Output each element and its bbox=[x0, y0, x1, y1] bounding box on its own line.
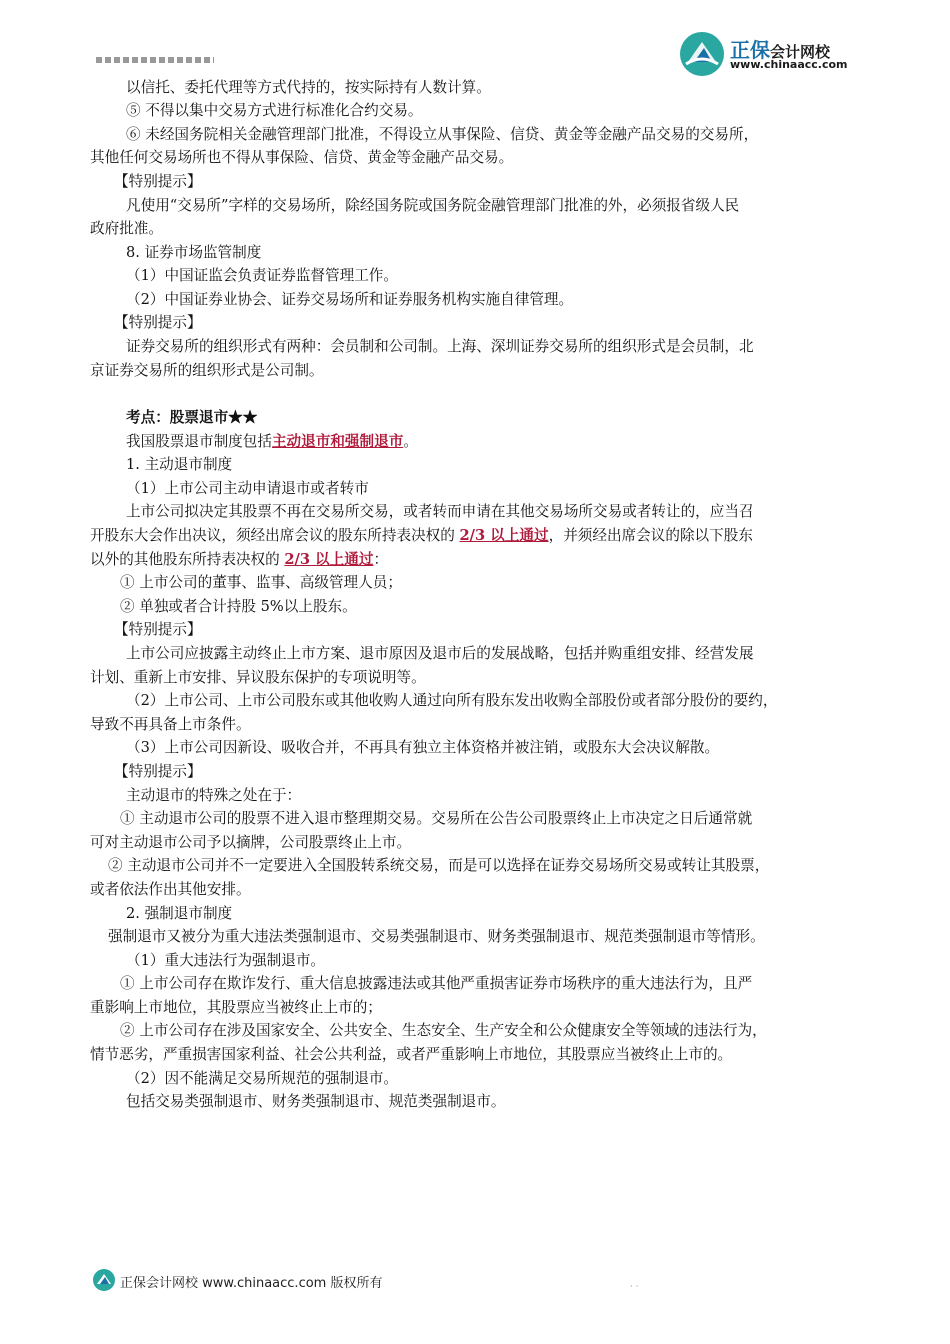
logo-name-sub: 会计网校 bbox=[770, 43, 831, 61]
list-item: （3）上市公司因新设、吸收合并，不再具有独立主体资格并被注销，或股东大会决议解散。 bbox=[126, 739, 720, 756]
special-note-label: 【特别提示】 bbox=[114, 763, 202, 780]
paragraph-line: 政府批准。 bbox=[90, 220, 163, 237]
list-item: （1）上市公司主动申请退市或者转市 bbox=[126, 480, 369, 497]
paragraph-line: 其他任何交易场所也不得从事保险、信贷、黄金等金融产品交易。 bbox=[90, 149, 514, 166]
paragraph-line bbox=[90, 548, 388, 571]
page-marks: · · bbox=[630, 1282, 639, 1292]
text-span: 开股东大会作出决议，须经出席会议的股东所持表决权的 bbox=[90, 527, 460, 544]
paragraph-line: 导致不再具备上市条件。 bbox=[90, 716, 251, 733]
paragraph-line: 可对主动退市公司予以摘牌，公司股票终止上市。 bbox=[90, 834, 412, 851]
list-item: （2）因不能满足交易所规范的强制退市。 bbox=[126, 1070, 398, 1087]
topic-heading: 考点：股票退市★★ bbox=[126, 409, 258, 426]
list-item: ① 上市公司的董事、监事、高级管理人员； bbox=[120, 574, 402, 591]
text-span: 。 bbox=[403, 433, 418, 450]
footer-copyright: 正保会计网校 www.chinaacc.com 版权所有 bbox=[120, 1276, 383, 1291]
list-item: （1）中国证监会负责证券监督管理工作。 bbox=[126, 267, 398, 284]
list-item: （1）重大违法行为强制退市。 bbox=[126, 952, 326, 969]
cropped-heading-fragment bbox=[96, 57, 214, 63]
list-item: ② 主动退市公司并不一定要进入全国股转系统交易，而是可以选择在证券交易场所交易或转让其股票， bbox=[108, 857, 770, 874]
highlight-key-term: 主动退市和强制退市 bbox=[271, 433, 404, 450]
highlight-threshold: 2/3 以上通过 bbox=[459, 527, 549, 544]
section-heading: 8. 证券市场监管制度 bbox=[126, 244, 262, 261]
list-item: ② 单独或者合计持股 5%以上股东。 bbox=[120, 598, 357, 615]
list-item: ① 上市公司存在欺诈发行、重大信息披露违法或其他严重损害证券市场秩序的重大违法行为，且严 bbox=[120, 975, 753, 992]
paragraph-line: 主动退市的特殊之处在于： bbox=[126, 787, 302, 804]
paragraph-line: 或者依法作出其他安排。 bbox=[90, 881, 251, 898]
paragraph-line: 强制退市又被分为重大违法类强制退市、交易类强制退市、财务类强制退市、规范类强制退市等情形。 bbox=[108, 928, 765, 945]
paragraph-line: 情节恶劣，严重损害国家利益、社会公共利益，或者严重影响上市地位，其股票应当被终止上市的。 bbox=[90, 1046, 733, 1063]
paragraph-line: 证券交易所的组织形式有两种：会员制和公司制。上海、深圳证券交易所的组织形式是会员制，北 bbox=[126, 338, 754, 355]
section-heading: 2. 强制退市制度 bbox=[126, 905, 233, 922]
text-span: ，并须经出席会议的除以下股东 bbox=[548, 527, 753, 544]
paragraph-line: 重影响上市地位，其股票应当被终止上市的； bbox=[90, 999, 382, 1016]
brand-logo bbox=[678, 30, 878, 80]
text-span: 我国股票退市制度包括 bbox=[126, 433, 272, 450]
paragraph-line: 京证券交易所的组织形式是公司制。 bbox=[90, 362, 324, 379]
paragraph-line: 凡使用“交易所”字样的交易场所，除经国务院或国务院金融管理部门批准的外，必须报省级人民 bbox=[126, 197, 740, 214]
highlight-threshold: 2/3 以上通过 bbox=[284, 551, 374, 568]
paragraph-line: 上市公司拟决定其股票不再在交易所交易，或者转而申请在其他交易场所交易或者转让的，应当召 bbox=[126, 503, 754, 520]
text-span: 以外的其他股东所持表决权的 bbox=[90, 551, 285, 568]
list-item: ② 上市公司存在涉及国家安全、公共安全、生态安全、生产安全和公众健康安全等领域的违法行为， bbox=[120, 1022, 767, 1039]
list-item: （2）上市公司、上市公司股东或其他收购人通过向所有股东发出收购全部股份或者部分股份的要约， bbox=[126, 692, 778, 709]
special-note-label: 【特别提示】 bbox=[114, 173, 202, 190]
footer-logo-icon bbox=[92, 1268, 116, 1292]
paragraph-line: 以信托、委托代理等方式代持的，按实际持有人数计算。 bbox=[126, 79, 491, 96]
logo-name-main: 正保 bbox=[730, 38, 770, 62]
paragraph-line bbox=[126, 430, 418, 453]
paragraph-line: 上市公司应披露主动终止上市方案、退市原因及退市后的发展战略，包括并购重组安排、经营发展 bbox=[126, 645, 754, 662]
list-item: ⑤ 不得以集中交易方式进行标准化合约交易。 bbox=[126, 102, 423, 119]
list-item: ① 主动退市公司的股票不进入退市整理期交易。交易所在公告公司股票终止上市决定之日后通常就 bbox=[120, 810, 753, 827]
section-heading: 1. 主动退市制度 bbox=[126, 456, 233, 473]
list-item: ⑥ 未经国务院相关金融管理部门批准，不得设立从事保险、信贷、黄金等金融产品交易的交易所， bbox=[126, 126, 759, 143]
text-span: ： bbox=[373, 551, 389, 568]
special-note-label: 【特别提示】 bbox=[114, 621, 202, 638]
paragraph-line bbox=[90, 524, 753, 547]
list-item: （2）中国证券业协会、证券交易场所和证券服务机构实施自律管理。 bbox=[126, 291, 574, 308]
paragraph-line: 包括交易类强制退市、财务类强制退市、规范类强制退市。 bbox=[126, 1093, 506, 1110]
special-note-label: 【特别提示】 bbox=[114, 314, 202, 331]
logo-url: www.chinaacc.com bbox=[730, 58, 848, 71]
logo-emblem-icon bbox=[678, 30, 726, 78]
paragraph-line: 计划、重新上市安排、异议股东保护的专项说明等。 bbox=[90, 669, 426, 686]
